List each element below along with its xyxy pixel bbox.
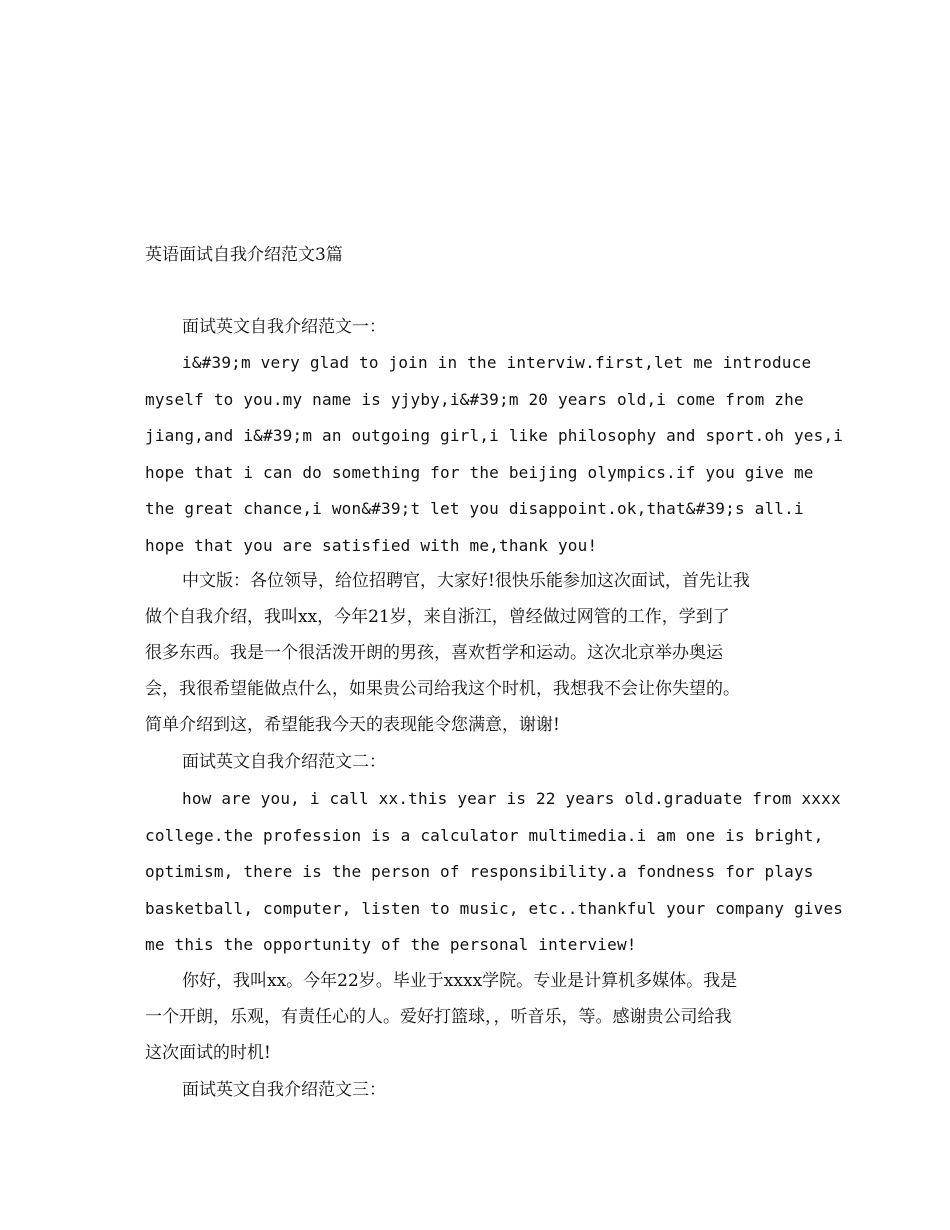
section-1-english-line-5: the great chance,i won&#39;t let you disappoint.ok,that&#39;s all.i [145,499,804,518]
section-2-english-line-3: optimism, there is the person of responsibility.a fondness for plays [145,862,814,881]
section-2-chinese-line-1: 你好，我叫xx。今年22岁。毕业于xxxx学院。专业是计算机多媒体。我是 [182,971,738,991]
section-1-english-line-2: myself to you.my name is yjyby,i&#39;m 20 years old,i come from zhe [145,390,804,409]
section-1-chinese-line-2: 做个自我介绍，我叫xx，今年21岁，来自浙江，曾经做过网管的工作，学到了 [145,607,730,627]
section-2-english-line-2: college.the profession is a calculator multimedia.i am one is bright, [145,826,824,845]
section-1-english-line-3: jiang,and i&#39;m an outgoing girl,i like philosophy and sport.oh yes,i [145,426,844,445]
section-2-heading: 面试英文自我介绍范文二： [182,752,386,772]
section-1-chinese-line-4: 会，我很希望能做点什么，如果贵公司给我这个时机，我想我不会让你失望的。 [145,679,740,699]
section-2-english-line-5: me this the opportunity of the personal interview! [145,935,637,954]
section-2-chinese-line-3: 这次面试的时机! [145,1043,271,1063]
section-1-heading: 面试英文自我介绍范文一： [182,317,386,337]
section-1-chinese-line-1: 中文版：各位领导，给位招聘官，大家好!很快乐能参加这次面试，首先让我 [182,571,750,591]
section-1-english-line-4: hope that i can do something for the beijing olympics.if you give me [145,463,814,482]
section-2-chinese-line-2: 一个开朗，乐观，有责任心的人。爱好打篮球，，听音乐，等。感谢贵公司给我 [145,1007,732,1027]
section-3-heading: 面试英文自我介绍范文三： [182,1080,386,1100]
section-2-english-line-4: basketball, computer, listen to music, etc..thankful your company gives [145,899,844,918]
section-2-english-line-1: how are you, i call xx.this year is 22 years old.graduate from xxxx [182,789,841,808]
section-1-chinese-line-5: 简单介绍到这，希望能我今天的表现能令您满意，谢谢! [145,715,560,735]
section-1-english-line-1: i&#39;m very glad to join in the interviw.first,let me introduce [182,353,812,372]
section-1-chinese-line-3: 很多东西。我是一个很活泼开朗的男孩，喜欢哲学和运动。这次北京举办奥运 [145,643,723,663]
section-1-english-line-6: hope that you are satisfied with me,thank you! [145,536,598,555]
document-title: 英语面试自我介绍范文3篇 [145,245,343,265]
document-page [145,0,844,1230]
